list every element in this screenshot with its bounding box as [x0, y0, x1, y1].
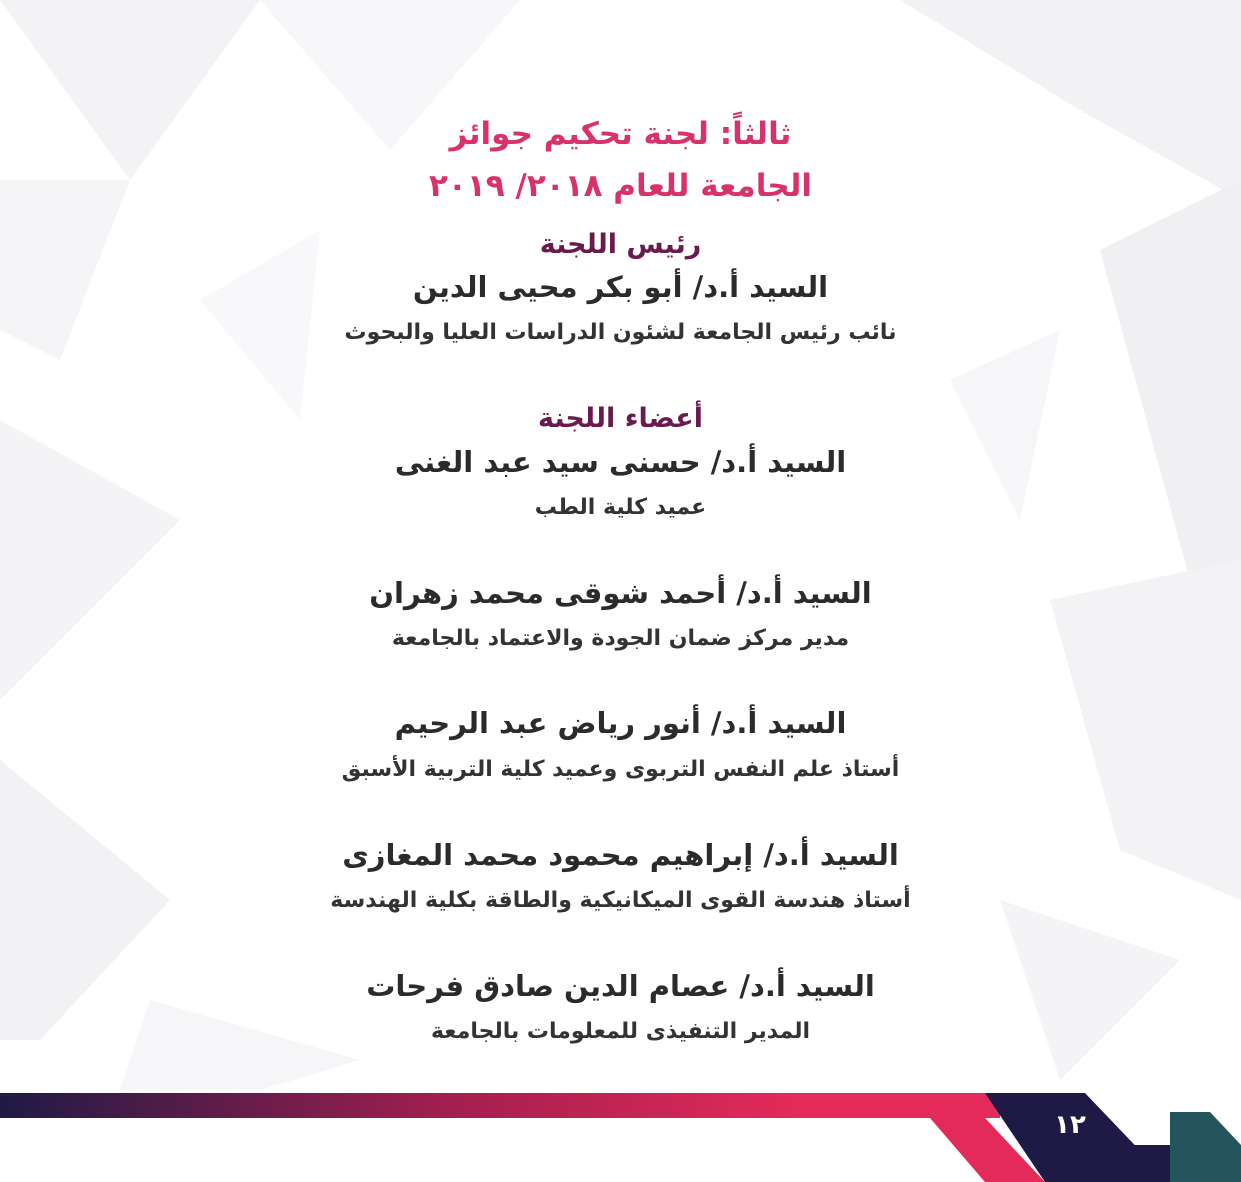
- chair-name: السيد أ.د/ أبو بكر محيى الدين: [412, 270, 829, 304]
- page-title-line2: الجامعة للعام ٢٠١٨/ ٢٠١٩: [429, 168, 812, 204]
- member-name: السيد أ.د/ عصام الدين صادق فرحات: [366, 969, 875, 1003]
- member-role: أستاذ هندسة القوى الميكانيكية والطاقة بكلية الهندسة: [330, 888, 911, 913]
- chair-role: نائب رئيس الجامعة لشئون الدراسات العليا والبحوث: [344, 320, 897, 345]
- members-section-heading: أعضاء اللجنة: [538, 403, 703, 434]
- member-name: السيد أ.د/ أحمد شوقى محمد زهران: [369, 576, 872, 610]
- member-name: السيد أ.د/ إبراهيم محمود محمد المغازى: [342, 838, 899, 872]
- member-role: مدير مركز ضمان الجودة والاعتماد بالجامعة: [391, 626, 850, 651]
- page-number: ١٢: [1054, 1110, 1086, 1140]
- member-name: السيد أ.د/ أنور رياض عبد الرحيم: [394, 706, 847, 740]
- chair-section-heading: رئيس اللجنة: [539, 229, 702, 260]
- page-title-line1: ثالثاً: لجنة تحكيم جوائز: [449, 116, 792, 152]
- member-name: السيد أ.د/ حسنى سيد عبد الغنى: [394, 445, 847, 479]
- member-role: المدير التنفيذى للمعلومات بالجامعة: [430, 1019, 811, 1044]
- member-role: عميد كلية الطب: [534, 495, 707, 520]
- member-role: أستاذ علم النفس التربوى وعميد كلية التربية الأسبق: [341, 757, 900, 782]
